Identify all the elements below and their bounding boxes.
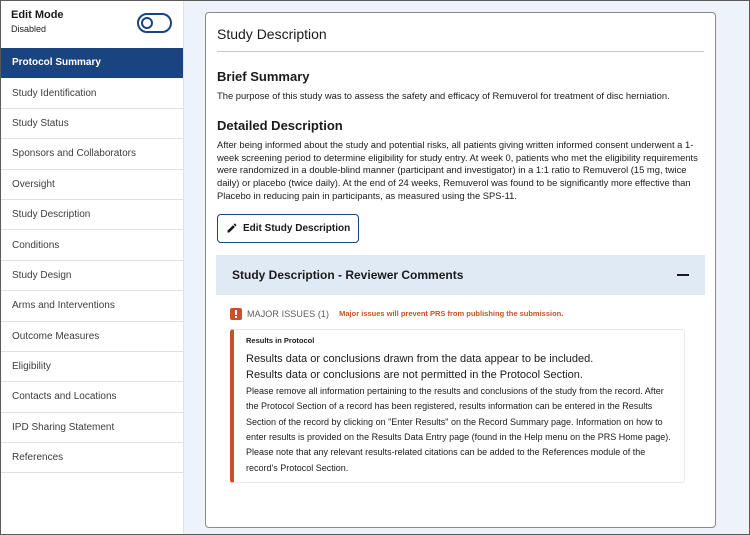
sidebar-item-study-design[interactable]: Study Design: [1, 261, 183, 291]
comment-body-1: Please remove all information pertaining to the results and conclusions of the study from the record. After the Protocol Section of a record has been registered, results information can be entered in the Results Section of the record by clicking on "Enter Results" on the Record Summary page. Information on how to enter results is provided on the Results Data Entry page (found in the Help menu on the PRS Home page).: [246, 385, 671, 442]
edit-mode-panel: [1, 1, 183, 48]
sidebar-item-study-status[interactable]: Study Status: [1, 109, 183, 139]
sidebar-item-oversight[interactable]: Oversight: [1, 170, 183, 200]
sidebar-item-study-description[interactable]: Study Description: [1, 200, 183, 230]
sidebar-item-ipd-sharing-statement[interactable]: IPD Sharing Statement: [1, 413, 183, 443]
comment-card: [230, 329, 685, 483]
detailed-description-heading: Detailed Description: [217, 117, 343, 133]
pencil-icon: [226, 222, 238, 234]
collapse-icon[interactable]: [677, 274, 689, 276]
page-title: Study Description: [217, 13, 704, 52]
edit-mode-toggle[interactable]: [137, 13, 172, 33]
reviewer-comments-panel: [216, 255, 705, 483]
sidebar-item-conditions[interactable]: Conditions: [1, 230, 183, 260]
main-panel: [184, 1, 749, 534]
sidebar: [1, 1, 184, 534]
toggle-knob: [141, 17, 153, 29]
sidebar-item-study-identification[interactable]: Study Identification: [1, 78, 183, 108]
comment-title: Results in Protocol: [246, 335, 315, 345]
reviewer-comments-header[interactable]: [216, 255, 705, 295]
sidebar-item-outcome-measures[interactable]: Outcome Measures: [1, 322, 183, 352]
sidebar-item-arms-and-interventions[interactable]: Arms and Interventions: [1, 291, 183, 321]
major-issue-flag-icon: [230, 308, 242, 320]
comment-lead-1: Results data or conclusions drawn from the data appear to be included.: [246, 352, 594, 365]
brief-summary-heading: Brief Summary: [217, 69, 310, 84]
major-issues-row: [230, 307, 691, 321]
edit-mode-label: Edit Mode: [11, 9, 64, 21]
sidebar-item-sponsors-and-collaborators[interactable]: Sponsors and Collaborators: [1, 139, 183, 169]
major-issues-label: MAJOR ISSUES (1): [247, 308, 330, 319]
edit-study-description-button[interactable]: [217, 214, 359, 243]
comment-body-2: Please note that any relevant results-related citations can be added to the References module of the record's Protocol Section.: [246, 447, 646, 473]
detailed-description-text: After being informed about the study and potential risks, all patients giving written informed consent underwent a 1-week screening period to determine eligibility for study entry. At week 0, patients who met the eligibility requirements were randomized in a double-blind manner (participant and investigator) in a 1:1 ratio to Remuverol (15 mg, twice daily) or placebo (twice daily). At the end of 24 weeks, Remuverol was found to be significantly more effective than Placebo in reducing pain in participants, as measured using the SPS-11.: [217, 138, 698, 201]
sidebar-item-references[interactable]: References: [1, 443, 183, 473]
major-issues-warning: Major issues will prevent PRS from publishing the submission.: [339, 309, 564, 319]
brief-summary-text: The purpose of this study was to assess the safety and efficacy of Remuverol for treatment of disc herniation.: [217, 90, 670, 101]
edit-button-label: Edit Study Description: [243, 222, 351, 234]
comment-lead-2: Results data or conclusions are not permitted in the Protocol Section.: [246, 369, 583, 382]
reviewer-comments-title: Study Description - Reviewer Comments: [232, 267, 464, 282]
study-description-card: [205, 12, 716, 528]
edit-mode-status: Disabled: [11, 24, 47, 34]
sidebar-item-eligibility[interactable]: Eligibility: [1, 352, 183, 382]
reviewer-comments-body: [216, 295, 705, 483]
sidebar-item-protocol-summary[interactable]: Protocol Summary: [1, 48, 183, 78]
sidebar-item-contacts-and-locations[interactable]: Contacts and Locations: [1, 382, 183, 412]
